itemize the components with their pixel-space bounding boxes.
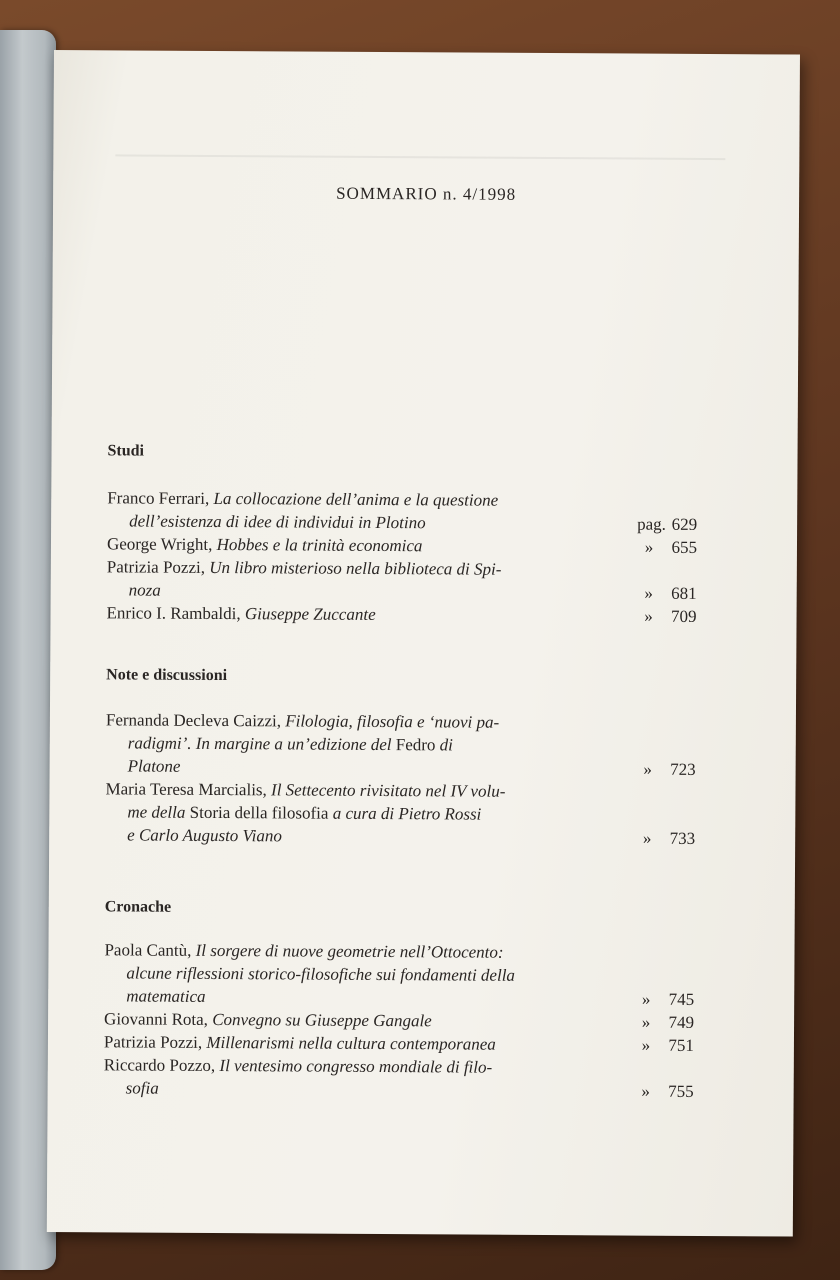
page-number: 681 xyxy=(671,583,697,603)
section-entries-note-e-discussioni xyxy=(105,708,696,850)
page-reference xyxy=(598,987,694,1011)
page-number: 629 xyxy=(671,514,698,534)
entry-title-text: dell’esistenza di idee di individui in Plotino xyxy=(129,511,426,533)
section-entries-studi xyxy=(106,486,697,628)
page-reference xyxy=(600,757,696,781)
page-reference xyxy=(598,1010,694,1034)
entry-title-text: La collocazione dell’anima e la questione xyxy=(213,488,499,510)
toc-entry xyxy=(107,486,697,536)
page-marker: » xyxy=(644,537,654,557)
page-reference xyxy=(598,1079,694,1103)
entry-title-text: Un libro misterioso nella biblioteca di Spi- xyxy=(209,557,502,579)
show-through-rule xyxy=(115,154,725,160)
entry-text: Giovanni Rota, xyxy=(104,1009,213,1029)
entry-text: George Wright, xyxy=(106,534,217,555)
page-marker: » xyxy=(641,1081,650,1101)
entry-text: Storia della filosofia xyxy=(189,802,329,823)
page-reference xyxy=(601,512,697,536)
section-entries-cronache xyxy=(104,938,695,1103)
page-reference xyxy=(601,535,697,559)
page-number: 709 xyxy=(670,606,697,626)
entry-title-text: Giuseppe Zuccante xyxy=(244,604,376,624)
book-page xyxy=(47,50,800,1237)
entry-title-text: Il ventesimo congresso mondiale di filo- xyxy=(219,1056,493,1077)
toc-entry-line xyxy=(106,731,696,758)
entry-text: Patrizia Pozzi, xyxy=(103,1032,207,1052)
page-reference xyxy=(600,604,696,628)
entry-text: Enrico I. Rambaldi, xyxy=(106,603,245,624)
page-number: 755 xyxy=(668,1081,694,1101)
entry-text: Patrizia Pozzi, xyxy=(106,557,210,577)
page-marker: » xyxy=(641,1012,651,1032)
page-marker: » xyxy=(644,583,654,603)
toc-entry xyxy=(106,601,696,628)
section-heading-studi: Studi xyxy=(107,442,145,460)
page-marker: » xyxy=(642,828,652,848)
entry-title-text: Filologia, filosofia e ‘nuovi pa- xyxy=(285,711,500,732)
toc-entry xyxy=(106,708,696,781)
page-marker: » xyxy=(641,1035,651,1055)
page-reference xyxy=(601,581,697,605)
toc-entry-line xyxy=(107,555,697,582)
toc-entry xyxy=(105,777,695,850)
entry-text: Franco Ferrari, xyxy=(107,488,214,508)
toc-entry xyxy=(104,1053,694,1103)
toc-entry xyxy=(104,938,694,1011)
entry-title-text: noza xyxy=(128,580,161,600)
entry-title-text: a cura di Pietro Rossi xyxy=(328,803,482,824)
entry-title-text: sofia xyxy=(125,1078,159,1098)
page-reference xyxy=(599,826,695,850)
toc-entry-line xyxy=(104,1053,694,1080)
entry-title-text: alcune riflessioni storico-filosofiche sui fondamenti della xyxy=(126,963,516,985)
page-number: 655 xyxy=(671,537,698,557)
page-number: 749 xyxy=(668,1012,695,1032)
page-number: 745 xyxy=(668,989,695,1009)
page-marker: » xyxy=(644,606,653,626)
entry-title-text: Convegno su Giuseppe Gangale xyxy=(212,1009,432,1031)
page-reference xyxy=(598,1033,694,1057)
entry-title-text: me della xyxy=(127,802,190,822)
page-title: SOMMARIO n. 4/1998 xyxy=(336,183,517,204)
entry-title-text: Platone xyxy=(127,756,181,776)
page-number: 733 xyxy=(669,828,696,848)
entry-title-text: radigmi’. In margine a un’edizione del xyxy=(127,733,396,755)
page-marker: pag. xyxy=(637,514,666,534)
page-number: 751 xyxy=(668,1035,694,1055)
entry-text: Paola Cantù, xyxy=(104,940,196,960)
page-number: 723 xyxy=(670,759,696,779)
section-heading-cronache: Cronache xyxy=(104,898,172,916)
page-marker: » xyxy=(643,759,652,779)
toc-entry xyxy=(107,555,697,605)
entry-title-text: Millenarismi nella cultura contemporanea xyxy=(206,1032,496,1054)
entry-title-text: Il Settecento rivisitato nel IV volu- xyxy=(271,780,506,801)
entry-text: Fedro xyxy=(395,735,436,755)
section-heading-note-e-discussioni: Note e discussioni xyxy=(106,666,228,685)
entry-text: Maria Teresa Marcialis, xyxy=(105,779,272,800)
entry-title-text: e Carlo Augusto Viano xyxy=(127,825,283,846)
entry-title-text: di xyxy=(435,735,454,755)
entry-title-text: Hobbes e la trinità economica xyxy=(216,535,423,556)
page-marker: » xyxy=(641,989,651,1009)
entry-text: Fernanda Decleva Caizzi, xyxy=(105,710,286,731)
entry-text: Riccardo Pozzo, xyxy=(103,1055,220,1076)
entry-title-text: matematica xyxy=(126,986,206,1006)
entry-title-text: Il sorgere di nuove geometrie nell’Ottocento: xyxy=(195,940,504,962)
